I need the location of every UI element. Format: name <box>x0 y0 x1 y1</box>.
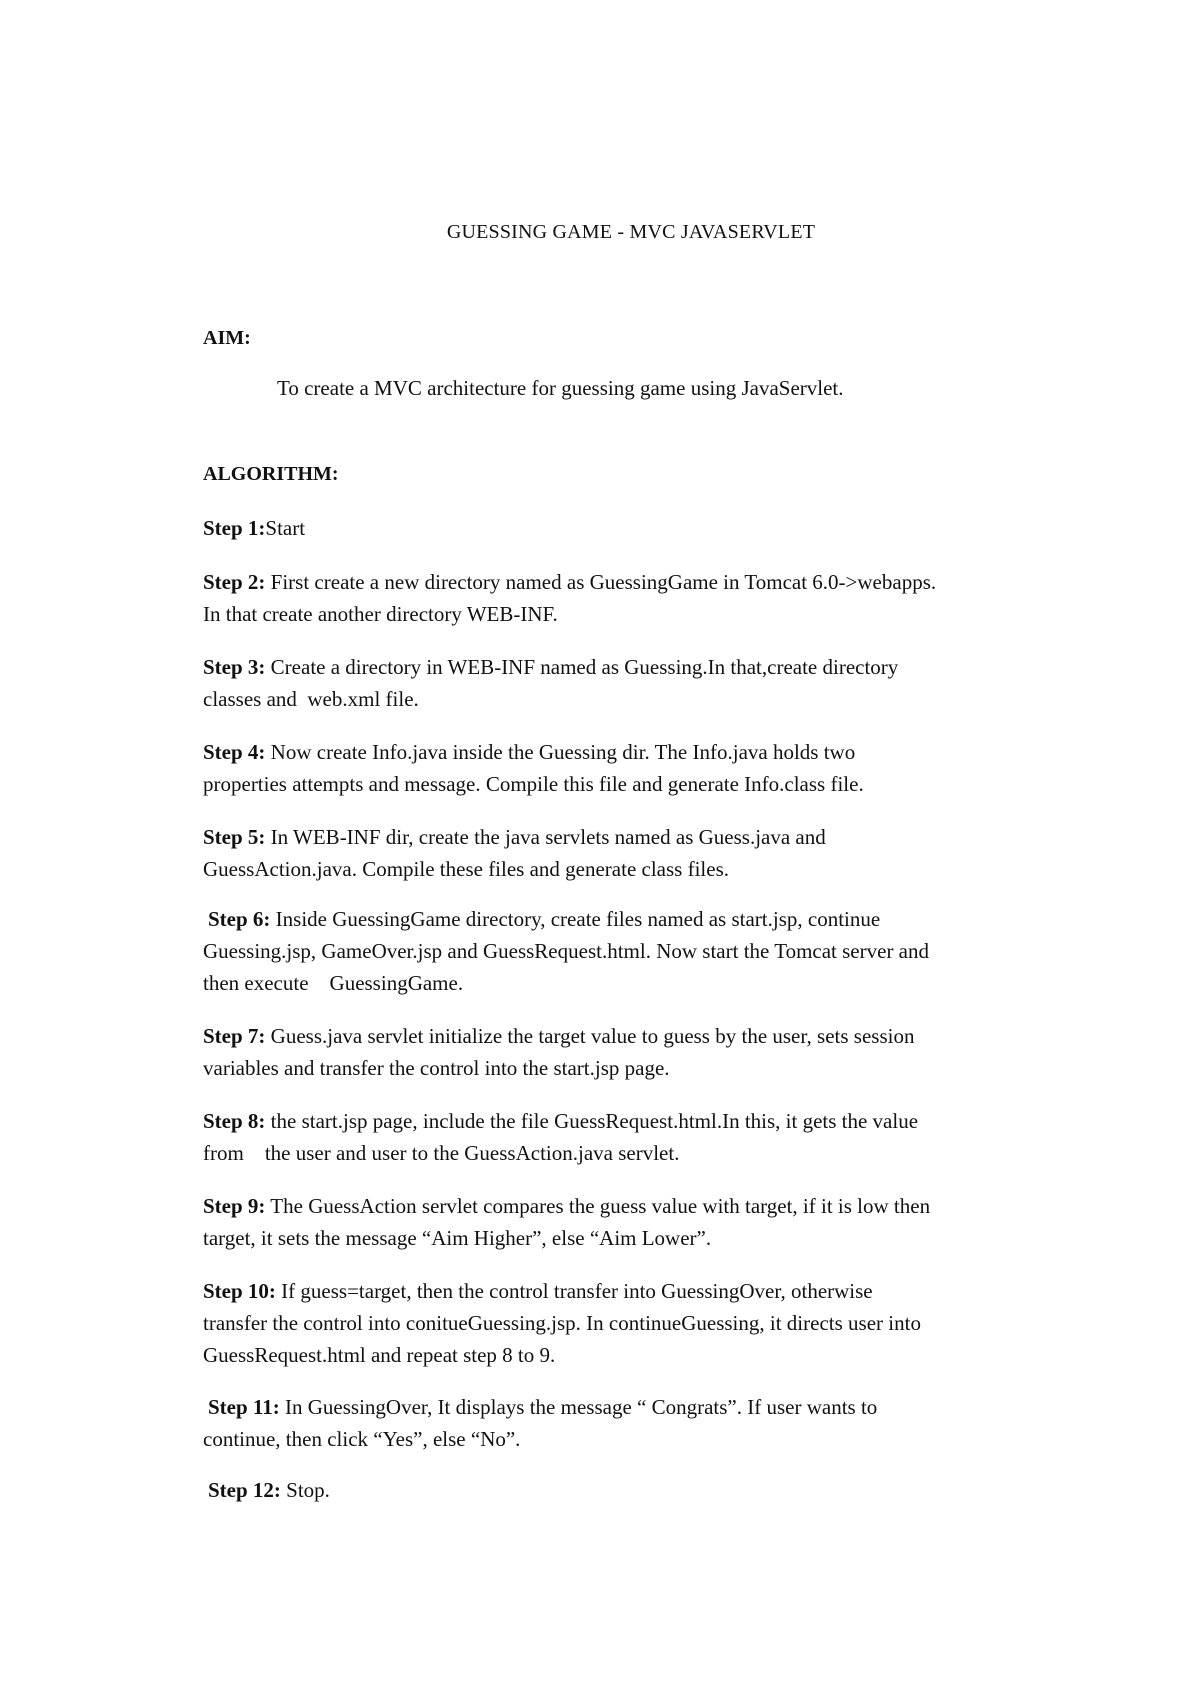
step-line: In that create another directory WEB-INF. <box>203 602 558 626</box>
step-label: Step 12: <box>208 1478 281 1502</box>
step-text: the start.jsp page, include the file GuessRequest.html.In this, it gets the value <box>265 1109 919 1133</box>
step-line <box>203 736 1073 768</box>
step-2 <box>203 566 1073 630</box>
step-text: Create a directory in WEB-INF named as Guessing.In that,create directory <box>265 655 899 679</box>
step-line <box>203 1020 1073 1052</box>
aim-heading: AIM: <box>203 327 251 349</box>
step-text: In WEB-INF dir, create the java servlets named as Guess.java and <box>265 825 826 849</box>
step-line: continue, then click “Yes”, else “No”. <box>203 1427 521 1451</box>
step-line: classes and web.xml file. <box>203 687 419 711</box>
step-label: Step 11: <box>208 1395 280 1419</box>
step-label: Step 4: <box>203 740 266 764</box>
step-3 <box>203 651 1073 715</box>
step-7 <box>203 1020 1073 1084</box>
step-label: Step 2: <box>203 570 266 594</box>
step-label: Step 10: <box>203 1279 276 1303</box>
step-text: In GuessingOver, It displays the message “ Congrats”. If user wants to <box>279 1395 878 1419</box>
step-text: Now create Info.java inside the Guessing dir. The Info.java holds two <box>265 740 856 764</box>
step-line <box>203 566 1073 598</box>
step-line <box>203 651 1073 683</box>
step-line: Guessing.jsp, GameOver.jsp and GuessRequest.html. Now start the Tomcat server and <box>203 939 930 963</box>
step-text: Stop. <box>280 1478 330 1502</box>
step-label: Step 8: <box>203 1109 266 1133</box>
step-4 <box>203 736 1073 800</box>
step-11 <box>203 1391 1078 1455</box>
step-label: Step 7: <box>203 1024 266 1048</box>
step-label: Step 1: <box>203 516 266 540</box>
step-line <box>203 821 1073 853</box>
step-line <box>208 1474 1078 1506</box>
step-8 <box>203 1105 1073 1169</box>
step-label: Step 3: <box>203 655 266 679</box>
step-label: Step 9: <box>203 1194 266 1218</box>
step-text: The GuessAction servlet compares the guess value with target, if it is low then <box>265 1194 931 1218</box>
step-line: variables and transfer the control into the start.jsp page. <box>203 1056 670 1080</box>
step-line: from the user and user to the GuessAction.java servlet. <box>203 1141 680 1165</box>
step-text: If guess=target, then the control transfer into GuessingOver, otherwise <box>275 1279 873 1303</box>
algorithm-heading: ALGORITHM: <box>203 463 339 485</box>
step-line <box>208 903 1078 935</box>
step-1 <box>203 512 1073 544</box>
step-text: Start <box>265 516 306 540</box>
step-line: transfer the control into conitueGuessing.jsp. In continueGuessing, it directs user into <box>203 1311 921 1335</box>
step-line <box>203 512 1073 544</box>
step-5 <box>203 821 1073 885</box>
step-line <box>203 1105 1073 1137</box>
step-line: then execute GuessingGame. <box>203 971 464 995</box>
step-line: target, it sets the message “Aim Higher”, else “Aim Lower”. <box>203 1226 712 1250</box>
step-label: Step 6: <box>208 907 271 931</box>
step-10 <box>203 1275 1073 1371</box>
step-line <box>203 1275 1073 1307</box>
step-text: Guess.java servlet initialize the target value to guess by the user, sets session <box>265 1024 915 1048</box>
document-title: GUESSING GAME - MVC JAVASERVLET <box>446 221 816 243</box>
step-line: properties attempts and message. Compile this file and generate Info.class file. <box>203 772 864 796</box>
step-6 <box>203 903 1078 999</box>
step-12 <box>208 1474 1078 1506</box>
step-line <box>203 1190 1073 1222</box>
step-line: GuessAction.java. Compile these files and generate class files. <box>203 857 730 881</box>
step-text: First create a new directory named as GuessingGame in Tomcat 6.0->webapps. <box>265 570 937 594</box>
step-label: Step 5: <box>203 825 266 849</box>
aim-text: To create a MVC architecture for guessing game using JavaServlet. <box>277 376 844 400</box>
step-line: GuessRequest.html and repeat step 8 to 9. <box>203 1343 556 1367</box>
step-text: Inside GuessingGame directory, create files named as start.jsp, continue <box>270 907 881 931</box>
step-line <box>208 1391 1078 1423</box>
step-9 <box>203 1190 1073 1254</box>
